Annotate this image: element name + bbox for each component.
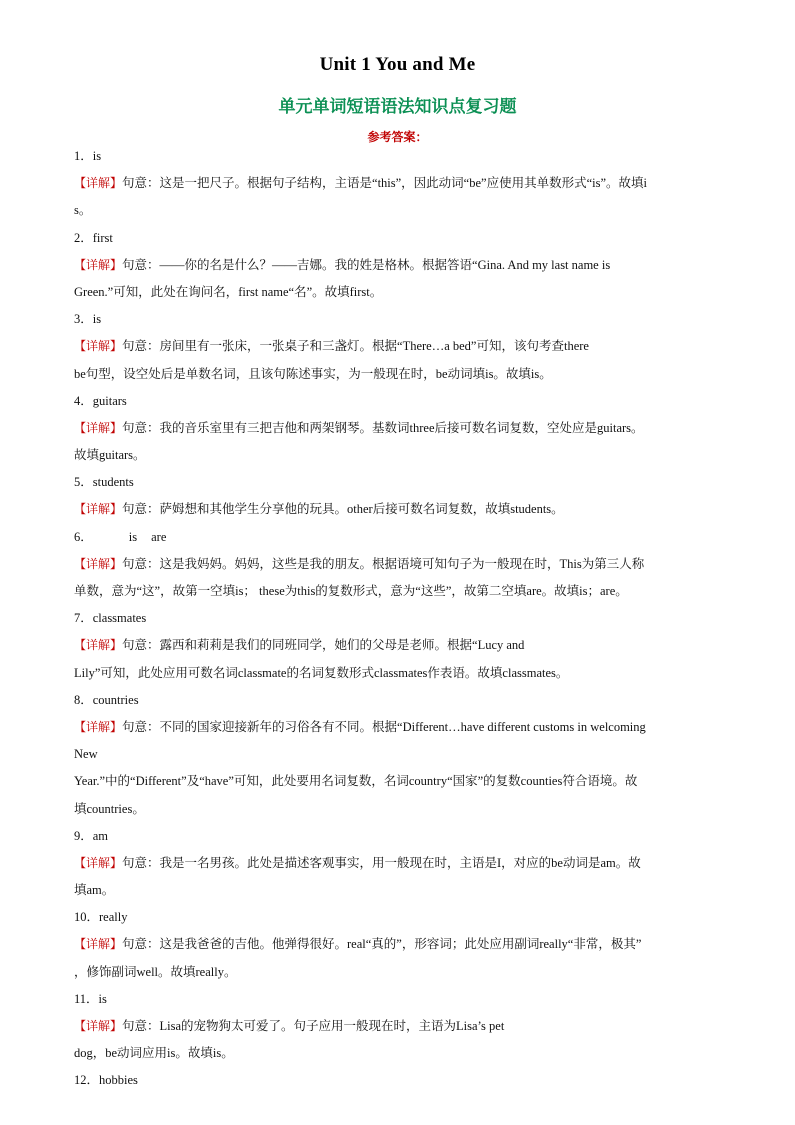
answer-number: 9．am (74, 828, 109, 843)
detail-tag: 【详解】 (74, 339, 123, 354)
detail-tag: 【详解】 (74, 502, 123, 517)
detail-tag: 【详解】 (74, 719, 123, 734)
detail-tag: 【详解】 (74, 257, 123, 272)
explanation-line: Year.”中的“Different”及“have”可知，此处要用名词复数，名词country“国家”的复数counties符合语境。故 (74, 774, 638, 789)
answer-number: 12．hobbies (74, 1073, 138, 1088)
explanation-line: 【详解】句意：这是我爸爸的吉他。他弹得很好。real“真的”，形容词；此处应用副词really“非常，极其” (74, 937, 642, 952)
answer-number: 3．is (74, 312, 102, 327)
explanation-line: 填am。 (74, 883, 115, 898)
detail-tag: 【详解】 (74, 420, 123, 435)
explanation-line: New (74, 747, 98, 762)
explanation-line: 【详解】句意：Lisa的宠物狗太可爱了。句子应用一般现在时，主语为Lisa’s pet (74, 1019, 505, 1033)
detail-tag: 【详解】 (74, 1019, 123, 1033)
answer-number: 2．first (74, 230, 113, 245)
explanation-line: 单数，意为“这”，故第一空填is； these为this的复数形式，意为“这些”，故第二空填are。故填is；are。 (74, 584, 628, 598)
explanation-line: 【详解】句意：这是我妈妈。妈妈，这些是我的朋友。根据语境可知句子为一般现在时，This为第三人称 (74, 556, 645, 571)
explanation-line: 【详解】句意：不同的国家迎接新年的习俗各有不同。根据“Different…have different customs in welcoming (74, 719, 646, 734)
answers-label: 参考答案： (367, 130, 428, 144)
detail-tag: 【详解】 (74, 556, 123, 571)
explanation-line: be句型，设空处后是单数名词，且该句陈述事实，为一般现在时，be动词填is。故填is。 (74, 366, 552, 381)
answer-number: 11．is (74, 991, 107, 1006)
explanation-line: 【详解】句意：房间里有一张床，一张桌子和三盏灯。根据“There…a bed”可知，该句考查there (74, 339, 589, 354)
answer-number: 7．classmates (74, 611, 147, 626)
explanation-line: Lily”可知，此处应用可数名词classmate的名词复数形式classmates作表语。故填classmates。 (74, 665, 569, 680)
answer-number: 1．is (74, 149, 102, 163)
detail-tag: 【详解】 (74, 638, 123, 653)
answer-number: 8．countries (74, 692, 139, 707)
explanation-line: 【详解】句意：露西和莉莉是我们的同班同学，她们的父母是老师。根据“Lucy and (74, 638, 525, 653)
page-title: Unit 1 You and Me (319, 54, 476, 75)
explanation-line: 【详解】句意：萨姆想和其他学生分享他的玩具。other后接可数名词复数，故填students。 (74, 502, 564, 517)
explanation-line: Green.”可知，此处在询问名，first name“名”。故填first。 (74, 284, 383, 299)
explanation-line: dog，be动词应用is。故填is。 (74, 1046, 234, 1061)
answer-number: 5．students (74, 475, 134, 490)
answer-list (74, 143, 722, 1095)
explanation-line: 【详解】句意：——你的名是什么？——吉娜。我的姓是格林。根据答语“Gina. And my last name is (74, 257, 611, 272)
explanation-line: 填countries。 (74, 801, 145, 816)
answer-number: 10．really (74, 910, 128, 925)
explanation-line: 【详解】句意：我是一名男孩。此处是描述客观事实，用一般现在时，主语是I，对应的be动词是am。故 (74, 855, 641, 870)
explanation-line: s。 (74, 203, 92, 218)
explanation-line: 故填guitars。 (74, 448, 146, 463)
explanation-line: 【详解】句意：这是一把尺子。根据句子结构，主语是“this”，因此动词“be”应使用其单数形式“is”。故填i (74, 176, 647, 191)
detail-tag: 【详解】 (74, 937, 123, 952)
detail-tag: 【详解】 (74, 176, 123, 191)
explanation-line: ，修饰副词well。故填really。 (74, 964, 237, 979)
detail-tag: 【详解】 (74, 855, 123, 870)
answer-number: 6． is are (74, 529, 167, 544)
answer-number: 4．guitars (74, 393, 127, 408)
explanation-line: 【详解】句意：我的音乐室里有三把吉他和两架钢琴。基数词three后接可数名词复数，空处应是guitars。 (74, 420, 644, 435)
page-subtitle: 单元单词短语语法知识点复习题 (278, 97, 517, 117)
